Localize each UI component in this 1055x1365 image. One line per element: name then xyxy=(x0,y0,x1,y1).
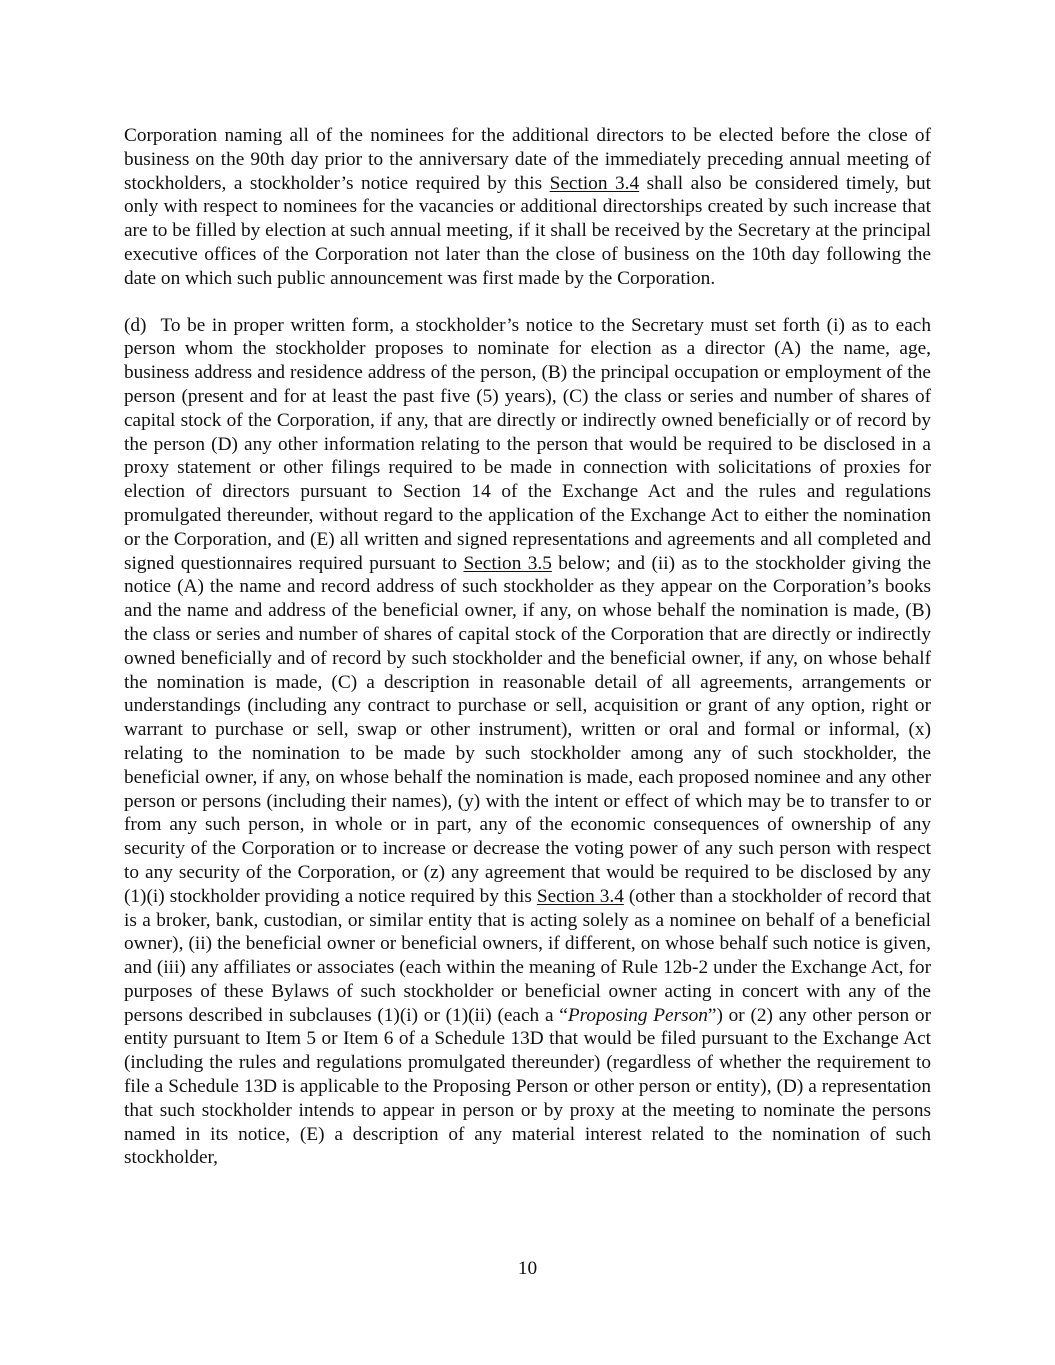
paragraph-text: below; and (ii) as to the stockholder giving the notice (A) the name and record address of such stockholder as they appear on the Corporation’s books and the name and address of the beneficial owner, if any, on whose behalf the nomination is made, (B) the class or series and number of shares of capital stock of the Corporation that are directly or indirectly owned beneficially and of record by such stockholder and the beneficial owner, if any, on whose behalf the nomination is made, (C) a description in reasonable detail of all agreements, arrangements or understandings (including any contract to purchase or sell, acquisition or grant of any option, right or warrant to purchase or sell, swap or other instrument), written or oral and formal or informal, (x) relating to the nomination to be made by such stockholder among any of such stockholder, the beneficial owner, if any, on whose behalf the nomination is made, each proposed nominee and any other person or persons (including their names), (y) with the intent or effect of which may be to transfer to or from any such person, in whole or in part, any of the economic consequences of ownership of any security of the Corporation or to increase or decrease the voting power of any such person with respect to any security of the Corporation, or (z) any agreement that would be required to be disclosed by any (1)(i) stockholder providing a notice required by this xyxy=(124,552,931,907)
paragraph-label: (d) xyxy=(124,314,147,336)
paragraph-text: Corporation naming all of the nominees for the additional directors to be elected before the close of business on the 90th day prior to the anniversary date of the immediately preceding annual meeting of stockholders, a stockholder’s notice required by this xyxy=(124,125,931,194)
page-number: 10 xyxy=(517,1258,538,1279)
paragraph-text: To be in proper written form, a stockholder’s notice to the Secretary must set forth (i) as to each person whom the stockholder proposes to nominate for election as a director (A) the name, age, business address and residence address of the person, (B) the principal occupation or employment of the person (present and for at least the past five (5) years), (C) the class or series and number of shares of capital stock of the Corporation, if any, that are directly or indirectly owned beneficially or of record by the person (D) any other information relating to the person that would be required to be disclosed in a proxy statement or other filings required to be made in connection with solicitations of proxies for election of directors pursuant to Section 14 of the Exchange Act and the rules and regulations promulgated thereunder, without regard to the application of the Exchange Act to either the nomination or the Corporation, and (E) all written and signed representations and agreements and all completed and signed questionnaires required pursuant to xyxy=(124,314,931,574)
section-reference-link[interactable]: Section 3.5 xyxy=(463,552,552,574)
section-reference-link[interactable]: Section 3.4 xyxy=(536,885,624,907)
paragraph-c-continuation xyxy=(124,124,931,291)
paragraph-d xyxy=(124,314,931,1171)
page-body xyxy=(124,124,931,1170)
section-reference-link[interactable]: Section 3.4 xyxy=(549,172,640,194)
paragraph-spacer xyxy=(124,291,931,314)
paragraph-text: (other than a stockholder of record that is a broker, bank, custodian, or similar entity that is acting solely as a nominee on behalf of a beneficial owner), (ii) the beneficial owner or beneficial owners, if different, on whose behalf such notice is given, and (iii) any affiliates or associates (each within the meaning of Rule 12b-2 under the Exchange Act, for purposes of these Bylaws of such stockholder or beneficial owner acting in concert with any of the persons described in subclauses (1)(i) or (1)(ii) (each a “ xyxy=(124,885,931,1026)
paragraph-text: shall also be considered timely, but only with respect to nominees for the vacancies or additional directorships created by such increase that are to be filled by election at such annual meeting, if it shall be received by the Secretary at the principal executive offices of the Corporation not later than the close of business on the 10th day following the date on which such public announcement was first made by the Corporation. xyxy=(124,172,931,289)
paragraph-text: ”) or (2) any other person or entity pursuant to Item 5 or Item 6 of a Schedule 13D that would be filed pursuant to the Exchange Act (including the rules and regulations promulgated thereunder) (regardless of whether the requirement to file a Schedule 13D is applicable to the Proposing Person or other person or entity), (D) a representation that such stockholder intends to appear in person or by proxy at the meeting to nominate the persons named in its notice, (E) a description of any material interest related to the nomination of such stockholder, xyxy=(124,1004,931,1169)
defined-term: Proposing Person xyxy=(567,1004,708,1026)
